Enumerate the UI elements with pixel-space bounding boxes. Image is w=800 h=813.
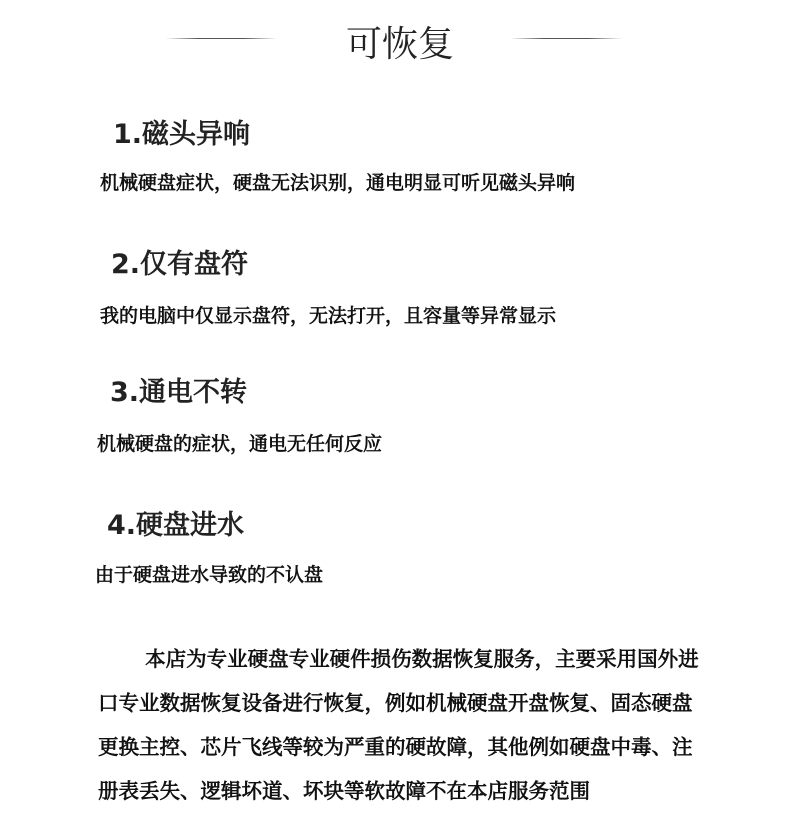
section-heading: 4.硬盘进水 xyxy=(107,510,245,541)
page-title: 可恢复 xyxy=(345,24,454,65)
section-description: 由于硬盘进水导致的不认盘 xyxy=(95,564,324,586)
section-description: 我的电脑中仅显示盘符，无法打开，且容量等异常显示 xyxy=(100,305,557,327)
section-heading: 1.磁头异响 xyxy=(113,119,251,150)
section-description: 机械硬盘的症状，通电无任何反应 xyxy=(97,433,383,455)
section-heading: 2.仅有盘符 xyxy=(111,249,249,280)
section-description: 机械硬盘症状，硬盘无法识别，通电明显可听见磁头异响 xyxy=(100,172,576,194)
service-description-paragraph: 本店为专业硬盘专业硬件损伤数据恢复服务，主要采用国外进口专业数据恢复设备进行恢复，例如机械硬盘开盘恢复、固态硬盘更换主控、芯片飞线等较为严重的硬故障，其他例如硬盘中毒、注册表丢失、逻辑坏道、坏块等软故障不在本店服务范围 xyxy=(98,647,699,803)
section-heading: 3.通电不转 xyxy=(110,377,248,408)
